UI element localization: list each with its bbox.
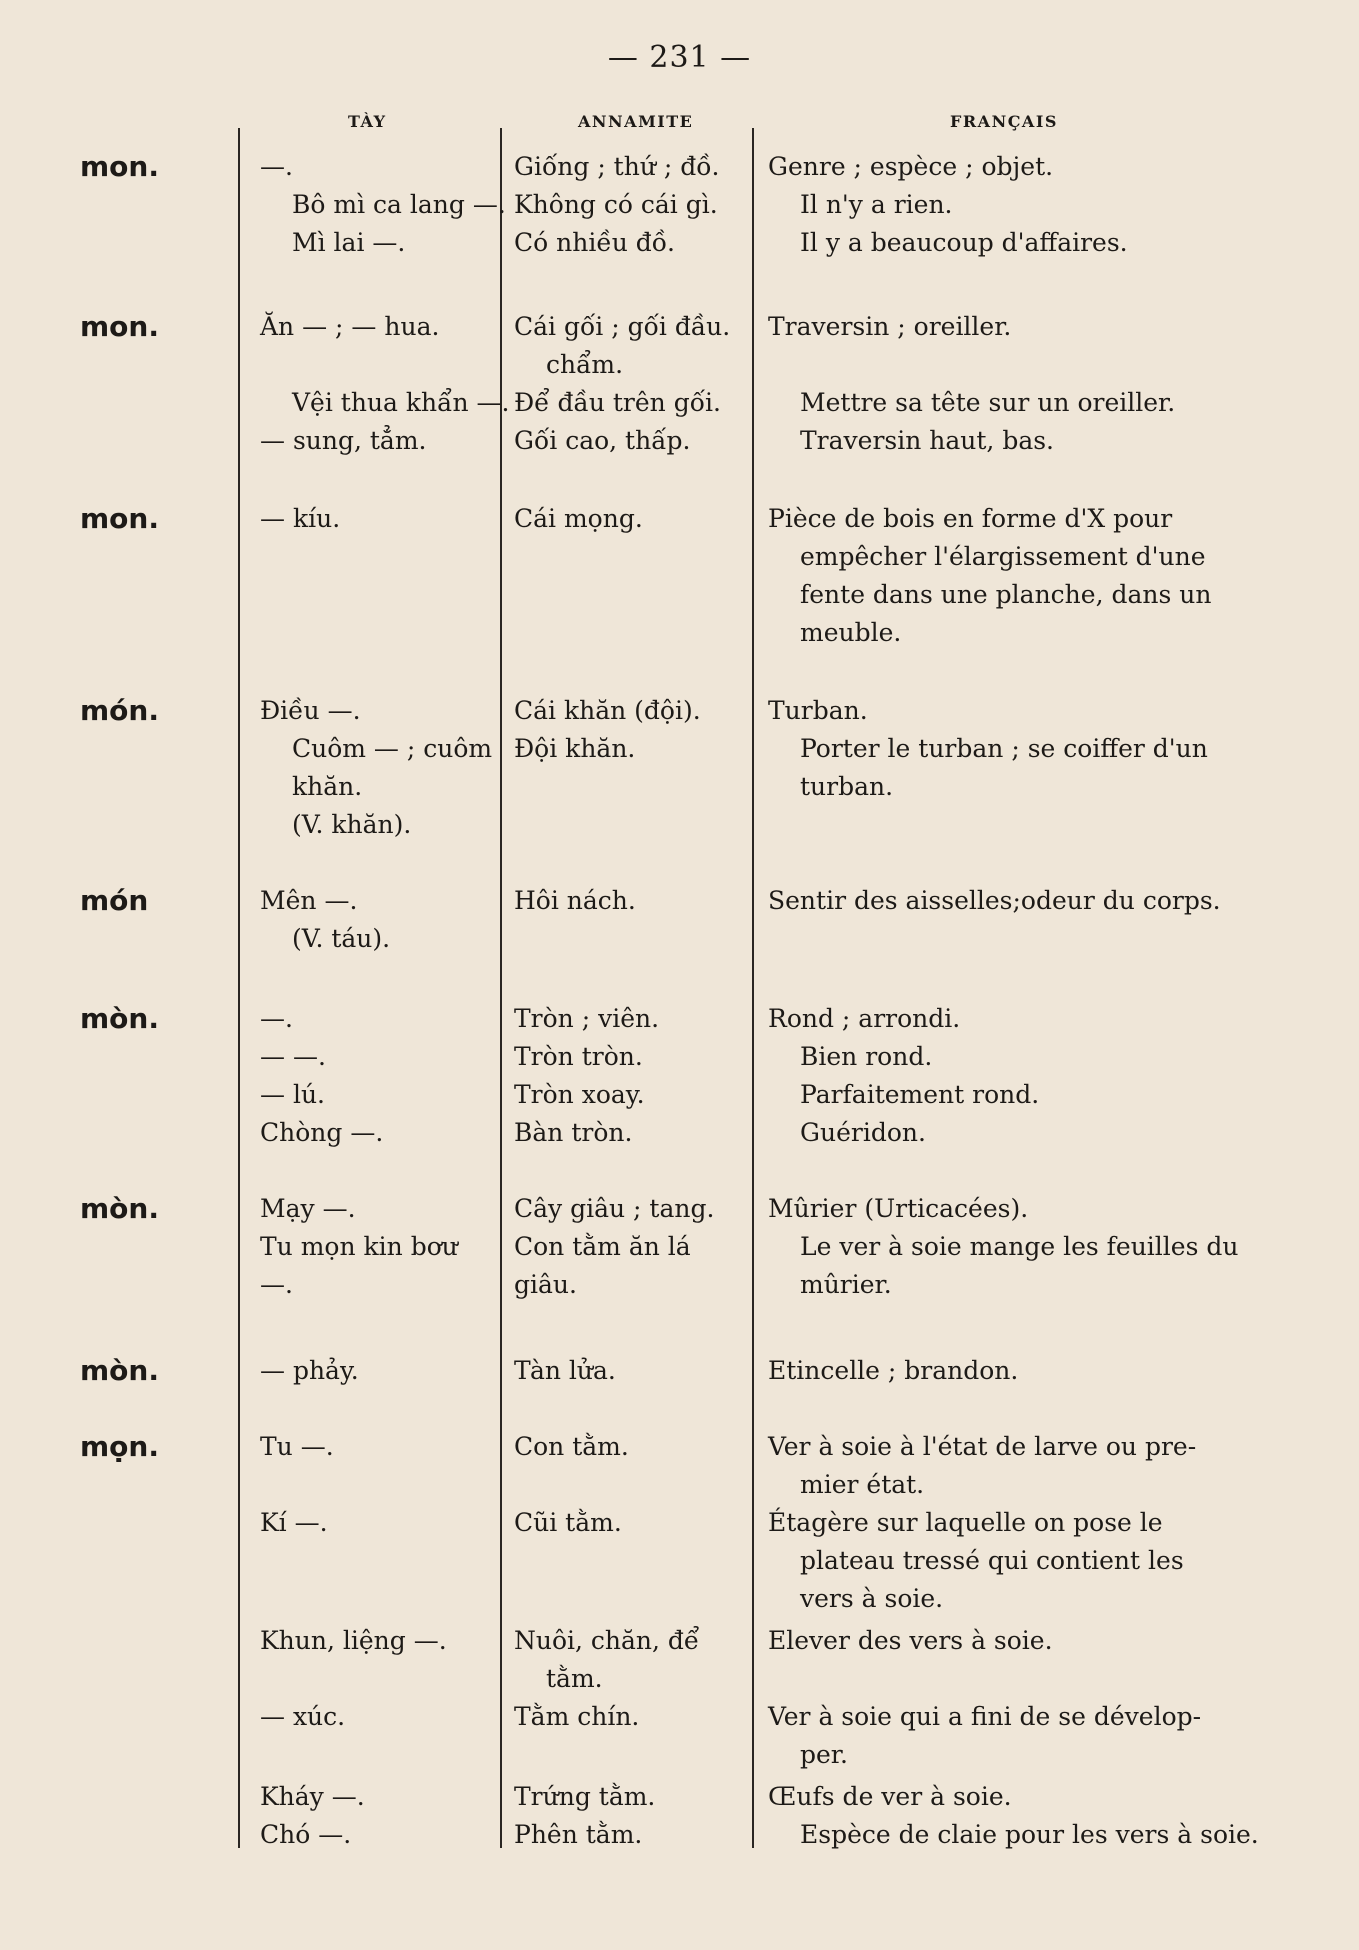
entry-line	[0, 1466, 1359, 1504]
tay-text: Điều —.	[260, 696, 361, 725]
entry-line	[0, 1778, 1359, 1816]
entry-headword: mòn.	[80, 1002, 159, 1035]
annamite-text: Tằm chín.	[514, 1702, 640, 1731]
entry-line	[0, 1000, 1359, 1038]
french-text: Pièce de bois en forme d'X pour	[768, 504, 1173, 533]
entry-headword: mòn.	[80, 1192, 159, 1225]
french-text: Genre ; espèce ; objet.	[768, 152, 1054, 181]
entry-line	[0, 1038, 1359, 1076]
tay-text: Chòng —.	[260, 1118, 384, 1147]
entry-line	[0, 1228, 1359, 1266]
tay-text: Tu —.	[260, 1432, 334, 1461]
french-text: Turban.	[768, 696, 868, 725]
tay-text: —.	[260, 152, 293, 181]
entry-line	[0, 1504, 1359, 1542]
entry-line	[0, 1542, 1359, 1580]
french-text: fente dans une planche, dans un	[800, 580, 1212, 609]
entry-line	[0, 1076, 1359, 1114]
french-text: Etincelle ; brandon.	[768, 1356, 1019, 1385]
tay-text: Ăn — ; — hua.	[260, 312, 440, 341]
annamite-text: Để đầu trên gối.	[514, 388, 721, 417]
header-tay: TÀY	[348, 112, 387, 131]
tay-text: —.	[260, 1270, 293, 1299]
french-text: empêcher l'élargissement d'une	[800, 542, 1206, 571]
entry-line	[0, 1114, 1359, 1152]
annamite-text: Gối cao, thấp.	[514, 426, 691, 455]
entry-headword: món.	[80, 694, 159, 727]
annamite-text: chẩm.	[546, 350, 624, 379]
tay-text: Mạy —.	[260, 1194, 356, 1223]
entry-line	[0, 1580, 1359, 1618]
annamite-text: Tàn lửa.	[514, 1356, 616, 1385]
tay-text: — kíu.	[260, 504, 341, 533]
french-text: Porter le turban ; se coiffer d'un	[800, 734, 1208, 763]
annamite-text: Không có cái gì.	[514, 190, 718, 219]
page-number: — 231 —	[607, 40, 752, 75]
header-annamite: ANNAMITE	[578, 112, 694, 131]
annamite-text: Phên tằm.	[514, 1820, 643, 1849]
french-text: Sentir des aisselles;odeur du corps.	[768, 886, 1221, 915]
entry-line	[0, 806, 1359, 844]
entry-headword: mọn.	[80, 1430, 159, 1463]
french-text: vers à soie.	[800, 1584, 944, 1613]
entry-headword: mon.	[80, 310, 159, 343]
annamite-text: Cái mọng.	[514, 504, 643, 533]
french-text: per.	[800, 1740, 848, 1769]
annamite-text: Tròn ; viên.	[514, 1004, 660, 1033]
annamite-text: Tròn tròn.	[514, 1042, 643, 1071]
entry-line	[0, 1816, 1359, 1854]
annamite-text: Cây giâu ; tang.	[514, 1194, 715, 1223]
french-text: plateau tressé qui contient les	[800, 1546, 1184, 1575]
french-text: mier état.	[800, 1470, 925, 1499]
annamite-text: Tròn xoay.	[514, 1080, 645, 1109]
annamite-text: Nuôi, chăn, để	[514, 1626, 700, 1655]
tay-text: — xúc.	[260, 1702, 346, 1731]
french-text: Parfaitement rond.	[800, 1080, 1040, 1109]
annamite-text: tằm.	[546, 1664, 603, 1693]
entry-line	[0, 1190, 1359, 1228]
entry-line	[0, 148, 1359, 186]
tay-text: Bô mì ca lang —.	[292, 190, 506, 219]
french-text: Espèce de claie pour les vers à soie.	[800, 1820, 1259, 1849]
entry-line	[0, 1660, 1359, 1698]
tay-text: Mên —.	[260, 886, 358, 915]
tay-text: — sung, tẳm.	[260, 426, 427, 455]
tay-text: Cuôm — ; cuôm	[292, 734, 493, 763]
french-text: Traversin haut, bas.	[800, 426, 1055, 455]
french-text: Le ver à soie mange les feuilles du	[800, 1232, 1239, 1261]
entry-headword: món	[80, 884, 149, 917]
french-text: Bien rond.	[800, 1042, 933, 1071]
entry-line	[0, 538, 1359, 576]
entry-line	[0, 614, 1359, 652]
entry-line	[0, 920, 1359, 958]
tay-text: Tu mọn kin bơư	[260, 1232, 458, 1261]
tay-text: (V. khăn).	[292, 810, 412, 839]
entry-line	[0, 422, 1359, 460]
entry-line	[0, 224, 1359, 262]
entry-line	[0, 500, 1359, 538]
entry-line	[0, 1352, 1359, 1390]
annamite-text: Bàn tròn.	[514, 1118, 633, 1147]
entry-line	[0, 186, 1359, 224]
french-text: Elever des vers à soie.	[768, 1626, 1053, 1655]
french-text: Guéridon.	[800, 1118, 926, 1147]
annamite-text: giâu.	[514, 1270, 577, 1299]
entry-line	[0, 576, 1359, 614]
french-text: turban.	[800, 772, 894, 801]
french-text: Étagère sur laquelle on pose le	[768, 1508, 1163, 1537]
french-text: Il y a beaucoup d'affaires.	[800, 228, 1128, 257]
tay-text: (V. táu).	[292, 924, 391, 953]
entry-line	[0, 1428, 1359, 1466]
french-text: Rond ; arrondi.	[768, 1004, 961, 1033]
tay-text: Kháy —.	[260, 1782, 365, 1811]
header-francais: FRANÇAIS	[950, 112, 1058, 131]
french-text: Mettre sa tête sur un oreiller.	[800, 388, 1176, 417]
entry-line	[0, 882, 1359, 920]
entry-headword: mon.	[80, 502, 159, 535]
tay-text: khăn.	[292, 772, 363, 801]
entry-line	[0, 1698, 1359, 1736]
entry-line	[0, 346, 1359, 384]
tay-text: — —.	[260, 1042, 326, 1071]
tay-text: Khun, liệng —.	[260, 1626, 447, 1655]
french-text: Il n'y a rien.	[800, 190, 953, 219]
annamite-text: Cũi tằm.	[514, 1508, 622, 1537]
tay-text: — lú.	[260, 1080, 325, 1109]
entry-line	[0, 1266, 1359, 1304]
tay-text: Mì lai —.	[292, 228, 406, 257]
entry-line	[0, 1622, 1359, 1660]
annamite-text: Giống ; thứ ; đồ.	[514, 152, 720, 181]
annamite-text: Hôi nách.	[514, 886, 636, 915]
annamite-text: Cái gối ; gối đầu.	[514, 312, 731, 341]
annamite-text: Con tằm ăn lá	[514, 1232, 691, 1261]
french-text: Mûrier (Urticacées).	[768, 1194, 1029, 1223]
entry-headword: mòn.	[80, 1354, 159, 1387]
annamite-text: Đội khăn.	[514, 734, 636, 763]
french-text: mûrier.	[800, 1270, 892, 1299]
annamite-text: Trứng tằm.	[514, 1782, 656, 1811]
french-text: Ver à soie à l'état de larve ou pre-	[768, 1432, 1197, 1461]
entry-line	[0, 730, 1359, 768]
entry-line	[0, 384, 1359, 422]
annamite-text: Cái khăn (đội).	[514, 696, 701, 725]
entry-line	[0, 308, 1359, 346]
entry-line	[0, 768, 1359, 806]
french-text: Œufs de ver à soie.	[768, 1782, 1012, 1811]
entry-headword: mon.	[80, 150, 159, 183]
tay-text: Chó —.	[260, 1820, 352, 1849]
french-text: meuble.	[800, 618, 902, 647]
tay-text: — phảy.	[260, 1356, 359, 1385]
annamite-text: Có nhiều đồ.	[514, 228, 675, 257]
tay-text: Kí —.	[260, 1508, 328, 1537]
tay-text: —.	[260, 1004, 293, 1033]
french-text: Ver à soie qui a fini de se dévelop-	[768, 1702, 1202, 1731]
entry-line	[0, 692, 1359, 730]
entry-line	[0, 1736, 1359, 1774]
tay-text: Vệi thua khẩn —.	[292, 388, 510, 417]
french-text: Traversin ; oreiller.	[768, 312, 1012, 341]
annamite-text: Con tằm.	[514, 1432, 629, 1461]
